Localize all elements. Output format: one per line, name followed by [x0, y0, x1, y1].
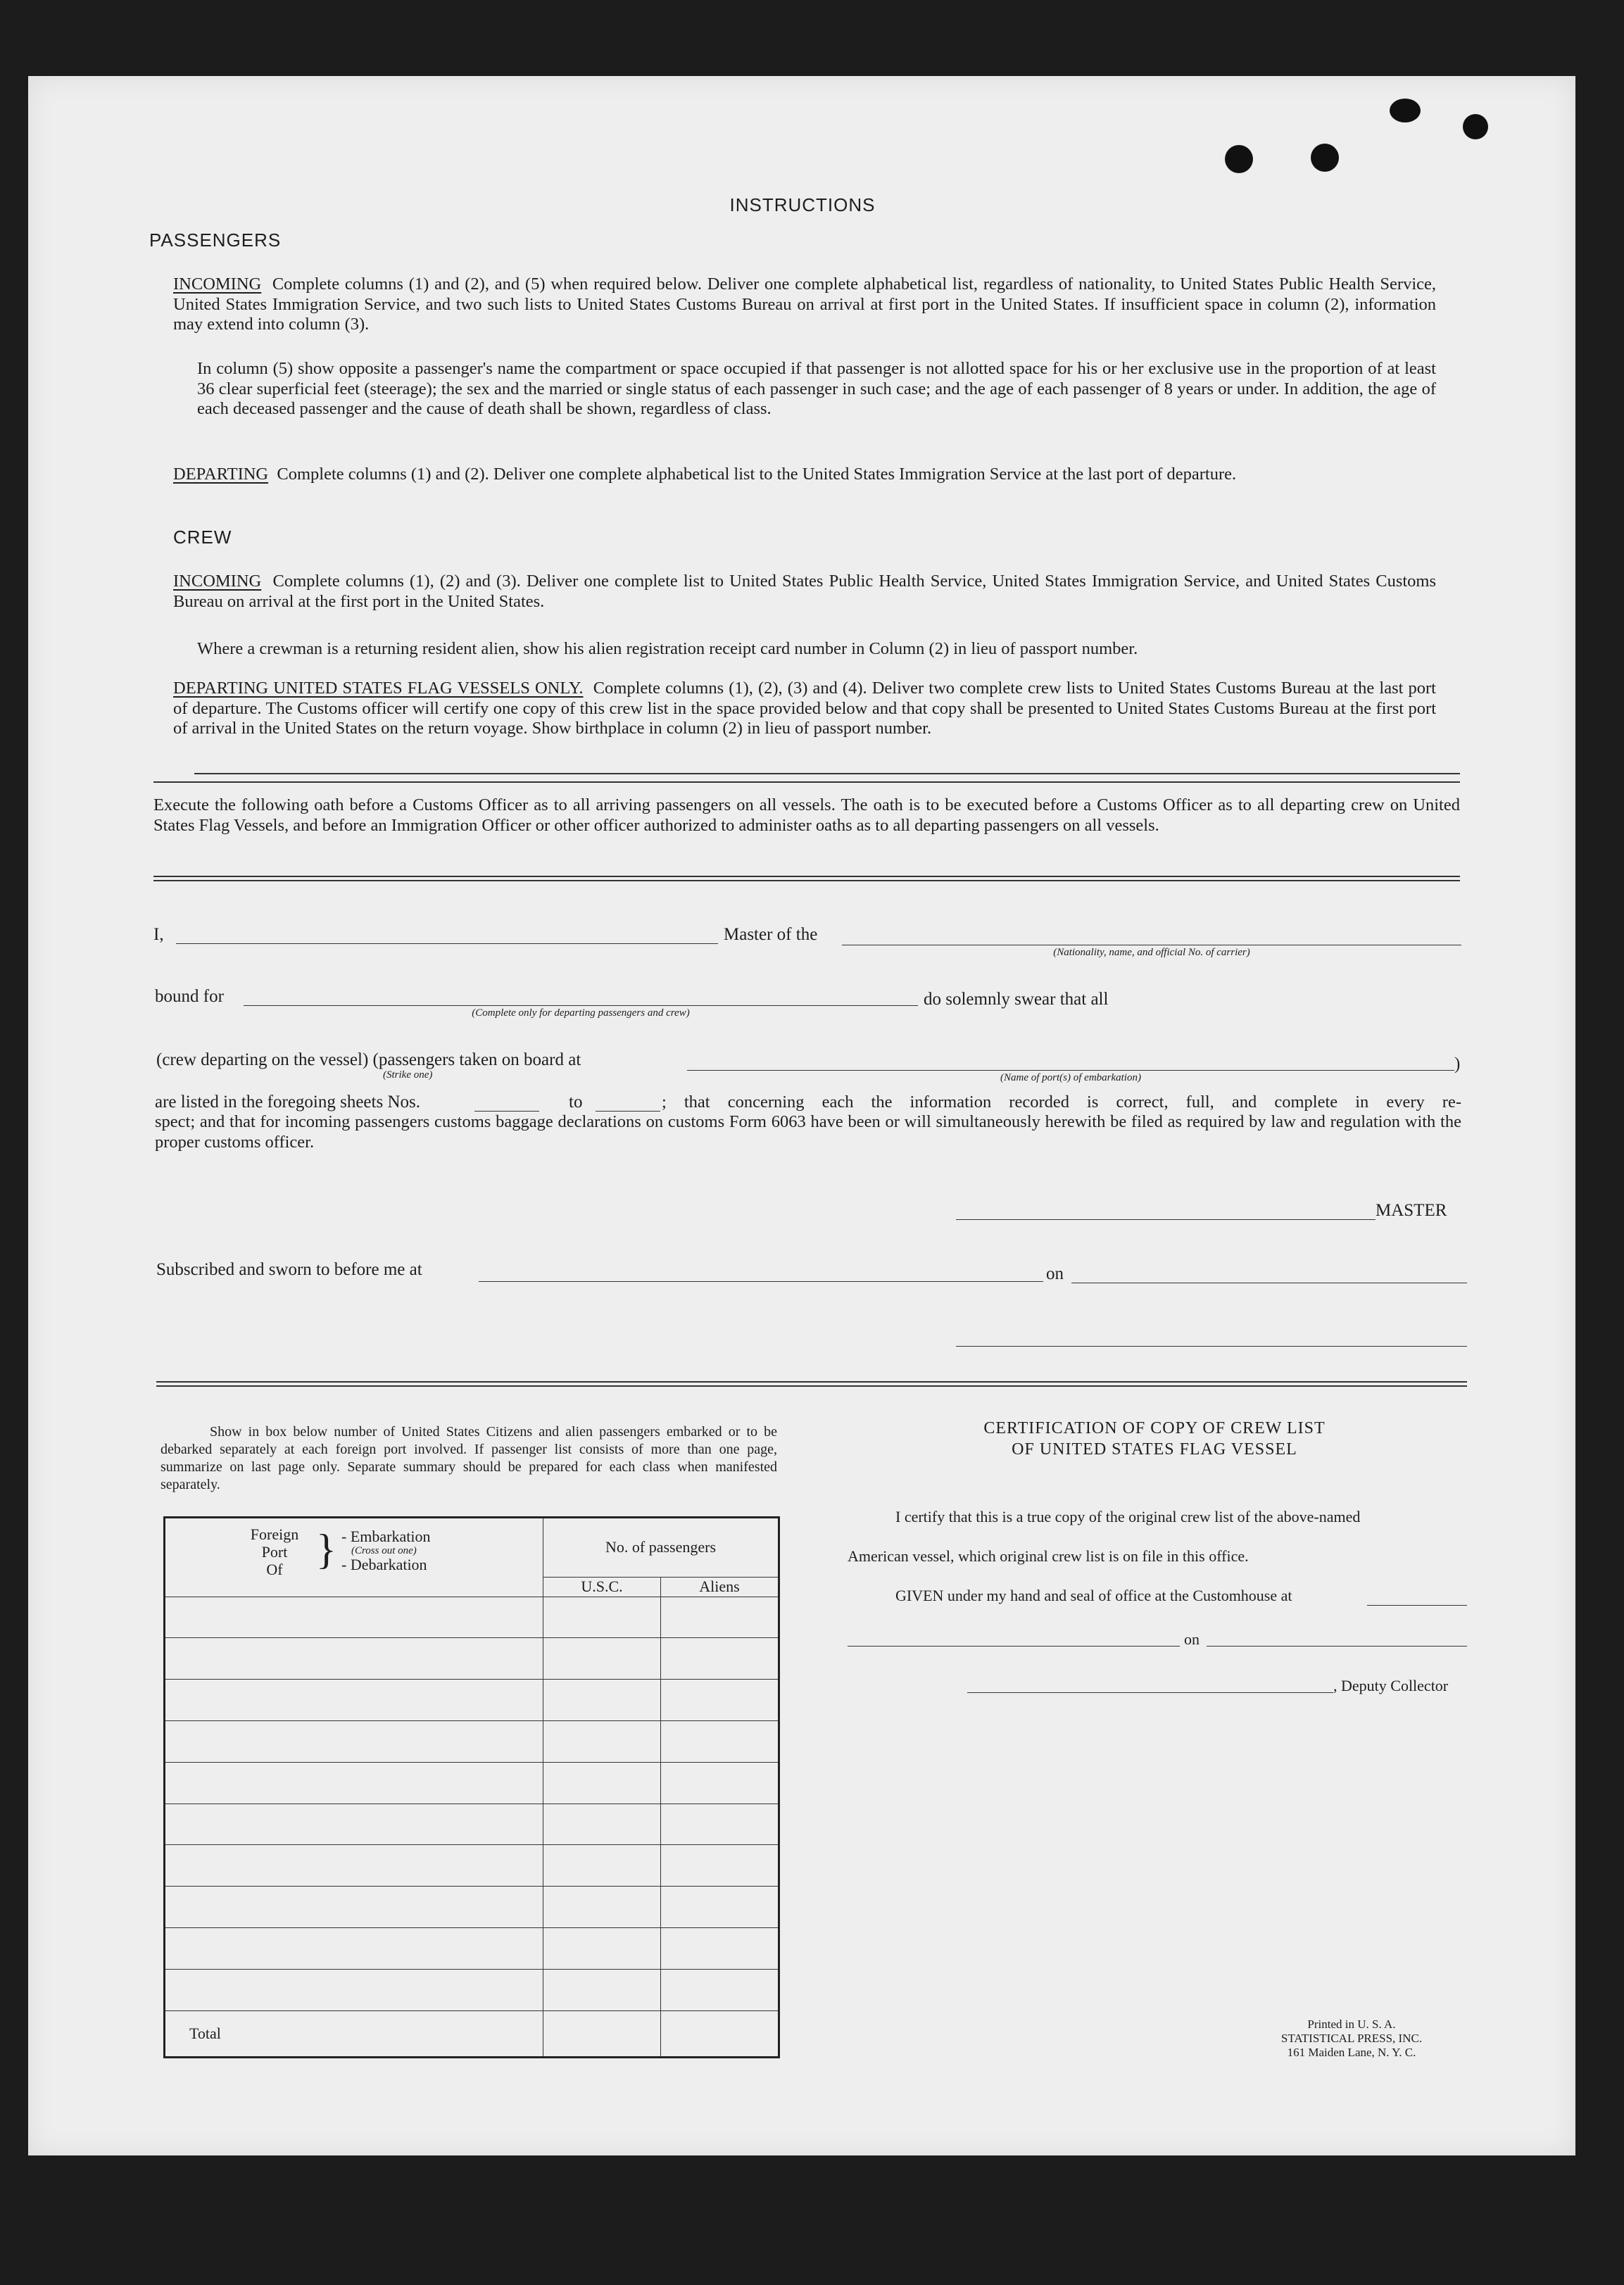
crew-departing-text: (crew departing on the vessel) [156, 1050, 369, 1069]
listed-text-1: are listed in the foregoing sheets Nos. [155, 1093, 420, 1112]
oath-intro: Execute the following oath before a Customs Officer as to all arriving passengers on all vessels. The oath is to be executed before a Customs Officer as to all departing crew on United States Flag Vessels, and before an Immigration Officer or other officer authorized to administer oaths as to all departing passengers on all vessels. [153, 795, 1460, 835]
punch-hole-2 [1311, 144, 1339, 172]
foreign-port-of [236, 1525, 313, 1578]
bound-for-field[interactable] [244, 1005, 918, 1006]
foreign-word: Foreign [250, 1525, 299, 1543]
usc-cell[interactable] [543, 1887, 661, 1928]
crew-incoming-label: INCOMING [173, 572, 262, 591]
port-word: Port [261, 1543, 288, 1561]
usc-total-cell[interactable] [543, 2010, 661, 2057]
port-caption: (Name of port(s) of embarkation) [1000, 1072, 1141, 1083]
deputy-signature-field[interactable] [967, 1692, 1333, 1693]
port-cell[interactable] [165, 1762, 543, 1804]
aliens-cell[interactable] [661, 1845, 779, 1887]
usc-cell[interactable] [543, 1804, 661, 1845]
sheet-from-field[interactable] [474, 1111, 539, 1112]
of-word: Of [266, 1561, 283, 1578]
no-of-passengers-header: No. of passengers [543, 1518, 779, 1578]
printer-imprint [1239, 2018, 1464, 2060]
passenger-incoming-text: Complete columns (1) and (2), and (5) when required below. Deliver one complete alphabetical list, regardless of nationality, to United States Public Health Service, United States Immigration Service, and two such lists to United States Customs Bureau on arrival at first port in the United States. If insufficient space in column (2), information may extend into column (3). [173, 275, 1437, 334]
aliens-total-cell[interactable] [661, 2010, 779, 2057]
aliens-cell[interactable] [661, 1680, 779, 1721]
certification-on-label: on [1184, 1630, 1200, 1648]
passenger-departing-label: DEPARTING [173, 465, 269, 484]
punch-hole-1 [1225, 145, 1253, 173]
usc-cell[interactable] [543, 1969, 661, 2010]
port-cell[interactable] [165, 1638, 543, 1680]
passenger-incoming-paragraph [173, 275, 1436, 335]
instructions-title: INSTRUCTIONS [729, 194, 876, 215]
crew-departing-label: DEPARTING UNITED STATES FLAG VESSELS ONLY. [173, 679, 584, 698]
passengers-taken-text: (passengers taken on board at [372, 1050, 581, 1069]
crew-departing-paragraph [173, 679, 1436, 739]
crew-departing-option [156, 1050, 581, 1070]
sheet-to-field[interactable] [596, 1111, 660, 1112]
usc-cell[interactable] [543, 1638, 661, 1680]
crew-resident-text: Where a crewman is a returning resident alien, show his alien registration receipt card number in Column (2) in lieu of passport number. [197, 639, 1138, 658]
aliens-cell[interactable] [661, 1969, 779, 2010]
printer-line-1: Printed in U. S. A. [1307, 2018, 1396, 2031]
aliens-cell[interactable] [661, 1762, 779, 1804]
crew-heading: CREW [173, 527, 232, 548]
master-of-the-label: Master of the [724, 925, 818, 944]
oath-i-label: I, [153, 925, 164, 944]
port-cell[interactable] [165, 1969, 543, 2010]
port-cell[interactable] [165, 1680, 543, 1721]
master-label: MASTER [1376, 1201, 1447, 1220]
aliens-cell[interactable] [661, 1720, 779, 1762]
certification-place-field[interactable] [848, 1646, 1180, 1647]
given-line: GIVEN under my hand and seal of office at the Customhouse at [895, 1587, 1292, 1604]
port-cell[interactable] [165, 1845, 543, 1887]
foreign-port-header [165, 1518, 543, 1597]
on-label: on [1046, 1264, 1064, 1283]
port-cell[interactable] [165, 1928, 543, 1970]
cross-out-note: (Cross out one) [351, 1545, 417, 1556]
aliens-cell[interactable] [661, 1804, 779, 1845]
port-cell[interactable] [165, 1804, 543, 1845]
certification-title [845, 1418, 1464, 1460]
listed-text-3: spect; and that for incoming passengers customs baggage declarations on customs Form 6063 have been or will simultaneously herewith be filed as required by law and regulation with the proper customs officer. [155, 1112, 1461, 1152]
bound-for-caption: (Complete only for departing passengers and crew) [472, 1007, 690, 1019]
listed-text-2: ; that concerning each the information recorded is correct, full, and complete in every re- [662, 1093, 1461, 1112]
usc-cell[interactable] [543, 1597, 661, 1638]
carrier-caption: (Nationality, name, and official No. of carrier) [1053, 947, 1250, 958]
embark-debark-options [341, 1528, 430, 1573]
certification-date-field[interactable] [1207, 1646, 1467, 1647]
double-divider [156, 1381, 1467, 1387]
master-signature-field[interactable] [956, 1219, 1376, 1220]
passenger-summary-table [163, 1516, 780, 2058]
total-label: Total [165, 2010, 543, 2057]
divider-rule [153, 781, 1460, 783]
aliens-cell[interactable] [661, 1638, 779, 1680]
subscribed-label: Subscribed and sworn to before me at [156, 1260, 422, 1279]
brace: } [316, 1526, 336, 1573]
certification-title-line-2: OF UNITED STATES FLAG VESSEL [1012, 1440, 1297, 1459]
port-cell[interactable] [165, 1720, 543, 1762]
punch-hole-3 [1390, 99, 1421, 122]
punch-hole-4 [1463, 114, 1488, 139]
usc-cell[interactable] [543, 1680, 661, 1721]
printer-line-2: STATISTICAL PRESS, INC. [1280, 2032, 1423, 2045]
passenger-departing-text: Complete columns (1) and (2). Deliver one complete alphabetical list to the United States Immigration Service at the last port of departure. [277, 465, 1237, 484]
sworn-at-field[interactable] [479, 1281, 1043, 1282]
debarkation-option[interactable]: - Debarkation [341, 1556, 427, 1573]
officer-signature-field[interactable] [956, 1346, 1467, 1347]
summary-instructions: Show in box below number of United States Citizens and alien passengers embarked or to be debarked separately at each foreign port involved. If passenger list consists of more than one page, summarize on last page only. Separate summary should be prepared for each class when manifested separately. [160, 1424, 777, 1492]
master-name-field[interactable] [176, 943, 718, 944]
certification-title-line-1: CERTIFICATION OF COPY OF CREW LIST [983, 1419, 1326, 1437]
aliens-cell[interactable] [661, 1597, 779, 1638]
passengers-heading: PASSENGERS [149, 229, 282, 251]
aliens-cell[interactable] [661, 1887, 779, 1928]
divider-rule [194, 773, 1460, 774]
double-divider [153, 876, 1460, 881]
crew-incoming-text: Complete columns (1), (2) and (3). Deliver one complete list to United States Public Health Service, United States Immigration Service, and United States Customs Bureau on arrival at the first port in the United States. [173, 572, 1437, 611]
close-paren: ) [1454, 1055, 1461, 1074]
certify-line-2: American vessel, which original crew list is on file in this office. [848, 1547, 1249, 1565]
deputy-collector-label: , Deputy Collector [1333, 1677, 1449, 1694]
certify-line-1: I certify that this is a true copy of the original crew list of the above-named [895, 1508, 1361, 1525]
passenger-incoming-label: INCOMING [173, 275, 262, 294]
swear-label: do solemnly swear that all [924, 990, 1109, 1009]
usc-header: U.S.C. [543, 1577, 661, 1597]
strike-one-caption: (Strike one) [383, 1069, 433, 1081]
usc-cell[interactable] [543, 1928, 661, 1970]
usc-cell[interactable] [543, 1762, 661, 1804]
customhouse-field[interactable] [1367, 1605, 1467, 1606]
crew-incoming-paragraph [173, 572, 1436, 612]
printer-line-3: 161 Maiden Lane, N. Y. C. [1287, 2046, 1416, 2059]
embarkation-option[interactable]: - Embarkation [341, 1528, 431, 1545]
port-of-embarkation-field[interactable] [687, 1070, 1454, 1071]
crew-departing-text: Complete columns (1), (2), (3) and (4). Deliver two complete crew lists to United States Customs Bureau at the last port of departure. The Customs officer will certify one copy of this crew list in the space provided below and that copy shall be presented to United States Customs Bureau at the first port of arrival in the United States on the return voyage. Show birthplace in column (2) in lieu of passport number. [173, 679, 1436, 738]
aliens-cell[interactable] [661, 1928, 779, 1970]
bound-for-label: bound for [155, 987, 224, 1006]
port-cell[interactable] [165, 1887, 543, 1928]
port-cell[interactable] [165, 1597, 543, 1638]
aliens-header: Aliens [661, 1577, 779, 1597]
passenger-departing-paragraph [173, 465, 1436, 485]
to-label: to [569, 1093, 583, 1112]
usc-cell[interactable] [543, 1845, 661, 1887]
passenger-column5-text: In column (5) show opposite a passenger's name the compartment or space occupied if that passenger is not allotted space for his or her exclusive use in the proportion of at least 36 clear superficial feet (steerage); the sex and the married or single status of each passenger in such case; and the age of each passenger of 8 years or under. In addition, the age of each deceased passenger and the cause of death shall be shown, regardless of class. [197, 359, 1436, 418]
usc-cell[interactable] [543, 1720, 661, 1762]
